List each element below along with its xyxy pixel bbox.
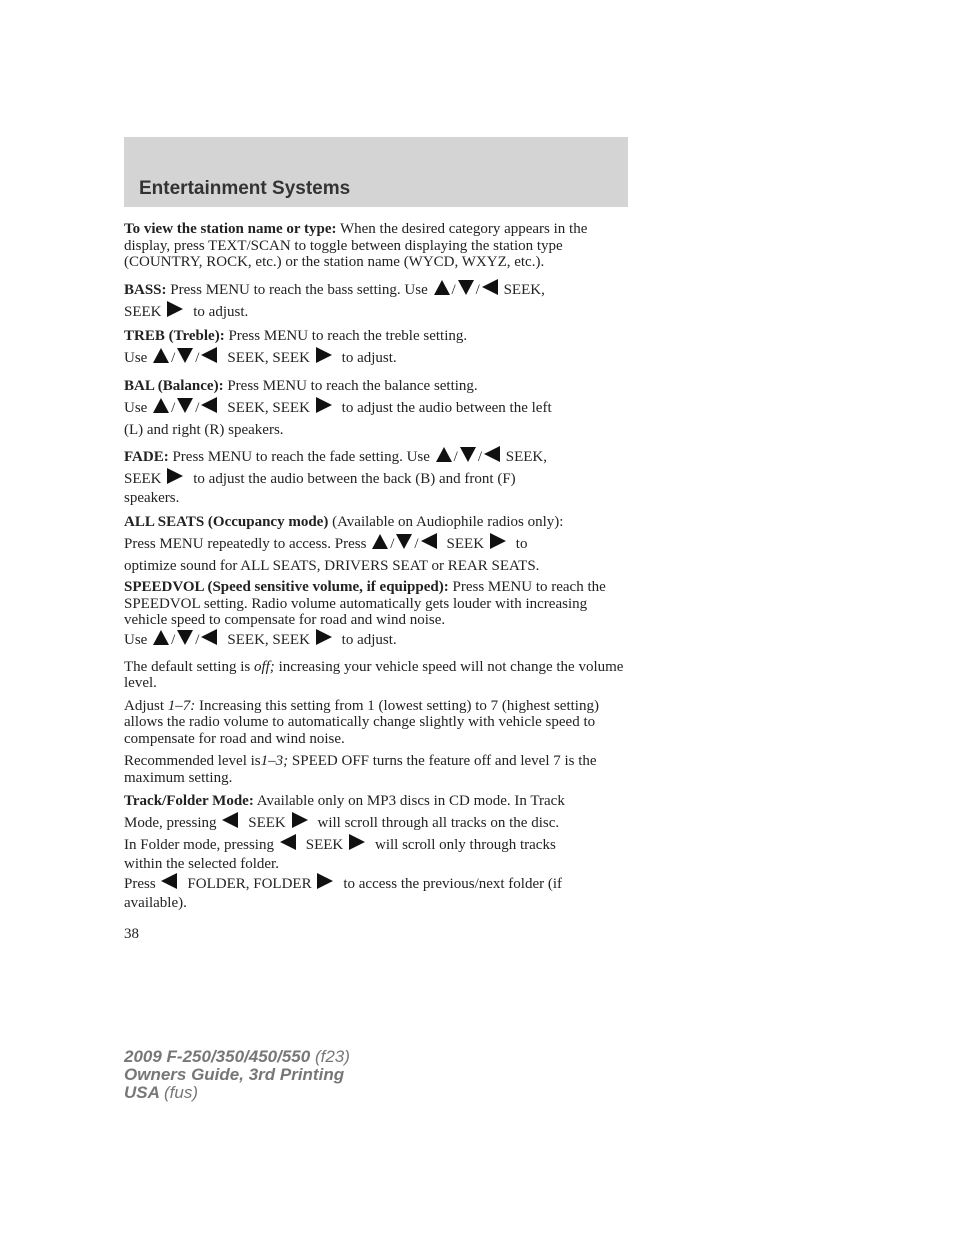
left-arrow-icon [201,397,217,413]
right-arrow-icon [316,629,332,645]
track-folder-line-4: within the selected folder. [124,856,279,872]
track-folder-line-6: available). [124,894,187,911]
slash: / [195,631,200,648]
all-seats-line-1 [124,511,630,533]
text: Adjust [124,697,165,714]
track-folder-line-3 [124,834,630,856]
use-text: Use [124,399,148,416]
down-arrow-icon [460,447,476,462]
up-arrow-icon [153,630,169,645]
footer-line-1 [124,1048,350,1066]
fade-text: Press MENU to reach the fade setting. Use [172,448,430,465]
bass-line-1 [124,279,630,301]
up-arrow-icon [436,447,452,462]
to-text: to [515,536,528,552]
slash: / [451,281,456,298]
down-arrow-icon [177,348,193,363]
speedvol-text: Press MENU to reach the SPEEDVOL setting. Radio volume automatically gets louder with increasing vehicle speed to compensate for road and wind noise. [124,579,606,628]
text: Press [124,875,156,892]
bal-line-3: (L) and right (R) speakers. [124,421,284,438]
folder-text: FOLDER, FOLDER [187,875,312,892]
footer-publication-info [124,1048,350,1102]
fade-line-3: speakers. [124,489,180,506]
up-arrow-icon [434,280,450,295]
section-title: Entertainment Systems [139,178,351,199]
slash: / [390,536,395,552]
text: increasing your vehicle speed will not change the volume level. [124,658,624,691]
seek-text: SEEK [446,536,485,552]
seek-text: SEEK [248,815,286,831]
adjust-text: to adjust. [193,303,249,320]
station-name-paragraph [124,221,630,271]
track-folder-line-2 [124,812,630,834]
track-folder-line-5 [124,873,630,895]
default-setting-paragraph [124,659,630,692]
bass-line-2 [124,301,630,323]
left-arrow-icon [482,279,498,295]
text: In Folder mode, pressing [124,837,274,853]
model-code: (f23) [314,1047,350,1066]
page-number: 38 [124,926,139,942]
seek-text: SEEK [124,470,162,487]
down-arrow-icon [458,280,474,295]
up-arrow-icon [372,534,388,549]
all-seats-text: (Available on Audiophile radios only): [332,514,564,530]
down-arrow-icon [177,630,193,645]
adjust-range-paragraph [124,698,630,748]
text: Increasing this setting from 1 (lowest setting) to 7 (highest setting) allows the radio volume to automatically change slightly with vehicle speed to compensate for road and wind noise. [124,697,599,747]
speedvol-paragraph [124,579,630,629]
text: SPEED OFF turns the feature off and level 7 is the maximum setting. [124,753,597,786]
left-arrow-icon [222,812,238,828]
left-arrow-icon [201,629,217,645]
text: The default setting is [124,658,251,675]
right-arrow-icon [317,873,333,889]
seek-text: SEEK, SEEK [227,349,310,366]
right-arrow-icon [316,397,332,413]
fade-line-1 [124,446,630,468]
slash: / [475,281,480,298]
text: Mode, pressing [124,815,217,831]
model-text: 2009 F-250/350/450/550 [124,1047,311,1066]
bal-line-1 [124,375,630,397]
slash: / [171,399,176,416]
right-arrow-icon [490,533,506,549]
bal-label: BAL (Balance): [124,377,224,394]
slash: / [195,399,200,416]
bal-text: Press MENU to reach the balance setting. [227,377,478,394]
slash: / [171,631,176,648]
text-emphasis: 1–7: [167,697,196,714]
text-emphasis: 1–3; [260,753,289,769]
up-arrow-icon [153,398,169,413]
right-arrow-icon [167,301,183,317]
speedvol-use-line [124,629,630,651]
treb-line-1 [124,325,630,347]
left-arrow-icon [201,347,217,363]
text: will scroll only through tracks [374,837,556,853]
down-arrow-icon [396,534,412,549]
station-name-text: When the desired category appears in the display, press TEXT/SCAN to toggle between displaying the station type (COUNTRY, ROCK, etc.) or the station name (WYCD, WXYZ, etc.). [124,221,588,270]
seek-text: SEEK, SEEK [227,631,310,648]
footer-line-2: Owners Guide, 3rd Printing [124,1065,345,1084]
text: Recommended level is [124,753,261,769]
left-arrow-icon [280,834,296,850]
page-content [124,221,630,911]
all-seats-line-2 [124,533,630,555]
bass-text: Press MENU to reach the bass setting. Use [170,281,428,298]
section-header-bar [124,137,628,207]
right-arrow-icon [167,468,183,484]
adjust-text: to adjust. [341,349,397,366]
right-arrow-icon [292,812,308,828]
seek-text: SEEK, [505,448,547,465]
text: to access the previous/next folder (if [343,875,563,892]
seek-text: SEEK, [503,281,545,298]
left-arrow-icon [421,533,437,549]
use-text: Use [124,631,148,648]
left-arrow-icon [161,873,177,889]
slash: / [195,349,200,366]
footer-line-3 [124,1084,350,1102]
press-text: Press MENU repeatedly to access. Press [124,536,367,552]
slash: / [171,349,176,366]
bal-line-2 [124,397,630,419]
treb-text: Press MENU to reach the treble setting. [228,327,468,344]
adjust-text: to adjust the audio between the back (B) and front (F) [193,470,516,487]
slash: / [453,448,458,465]
right-arrow-icon [349,834,365,850]
up-arrow-icon [153,348,169,363]
down-arrow-icon [177,398,193,413]
treb-label: TREB (Treble): [124,327,225,344]
fade-label: FADE: [124,448,169,465]
text-emphasis: off; [253,658,275,675]
treb-line-2 [124,347,630,369]
slash: / [477,448,482,465]
seek-text: SEEK [124,303,162,320]
region-text: USA [124,1083,160,1102]
right-arrow-icon [316,347,332,363]
adjust-text: to adjust. [341,631,397,648]
recommended-paragraph [124,753,630,786]
use-text: Use [124,349,148,366]
seek-text: SEEK, SEEK [227,399,310,416]
seek-text: SEEK [305,837,344,853]
station-name-label: To view the station name or type: [124,221,337,237]
all-seats-line-3: optimize sound for ALL SEATS, DRIVERS SEAT or REAR SEATS. [124,558,540,574]
adjust-text: to adjust the audio between the left [341,399,552,416]
slash: / [414,536,419,552]
speedvol-label: SPEEDVOL (Speed sensitive volume, if equipped): [124,579,449,595]
track-folder-text: Available only on MP3 discs in CD mode. In Track [256,793,565,809]
fade-line-2 [124,468,630,490]
track-folder-line-1 [124,790,630,812]
region-code: (fus) [164,1083,198,1102]
text: will scroll through all tracks on the disc. [317,815,560,831]
all-seats-label: ALL SEATS (Occupancy mode) [124,514,329,530]
left-arrow-icon [484,446,500,462]
bass-label: BASS: [124,281,167,298]
track-folder-label: Track/Folder Mode: [124,793,254,809]
